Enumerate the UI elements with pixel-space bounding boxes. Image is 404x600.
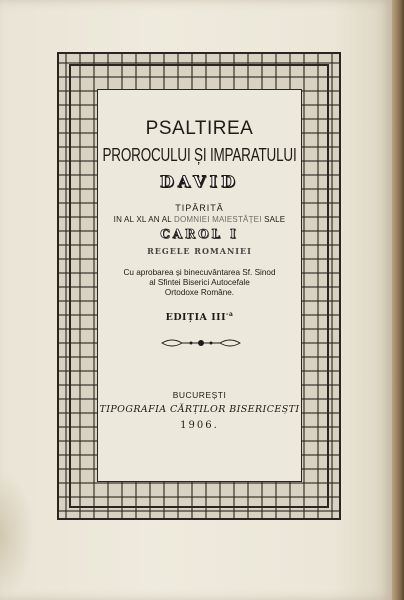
book-binding-edge	[392, 0, 404, 600]
approval-line-2: al Sfintei Biserici Autocefale	[149, 278, 250, 287]
publication-city: BUCUREȘTI	[172, 390, 227, 400]
reign-year-start: IN AL XL AN AL	[113, 215, 172, 224]
edition-label	[98, 311, 301, 323]
book-subtitle: PROROCULUI ȘI IMPARATULUI	[102, 145, 297, 166]
reign-year-smudged: DOMNIEI MAIESTĂȚEI	[174, 215, 262, 224]
reign-year-line	[98, 215, 301, 224]
approval-line-1: Cu aprobarea și binecuvântarea Sf. Sinod	[123, 268, 276, 277]
printer-name: TIPOGRAFIA CĂRȚILOR BISERICEȘTI	[99, 404, 300, 415]
ornament-divider-icon	[160, 336, 242, 350]
book-title: PSALTIREA	[145, 118, 254, 139]
title-panel	[97, 89, 302, 482]
page-stain	[0, 470, 34, 600]
reign-year-end: SALE	[264, 215, 286, 224]
approval-line-3: Ortodoxe Române.	[164, 288, 235, 297]
publication-year: 1906.	[180, 420, 219, 431]
king-name: CAROL I	[160, 227, 239, 241]
book-name: DAVID	[160, 172, 239, 191]
edition-text: EDIȚIA III	[165, 312, 227, 324]
king-title: REGELE ROMANIEI	[147, 246, 252, 256]
printed-label: TIPĂRITĂ	[175, 203, 224, 213]
edition-suffix: -a	[226, 311, 234, 318]
